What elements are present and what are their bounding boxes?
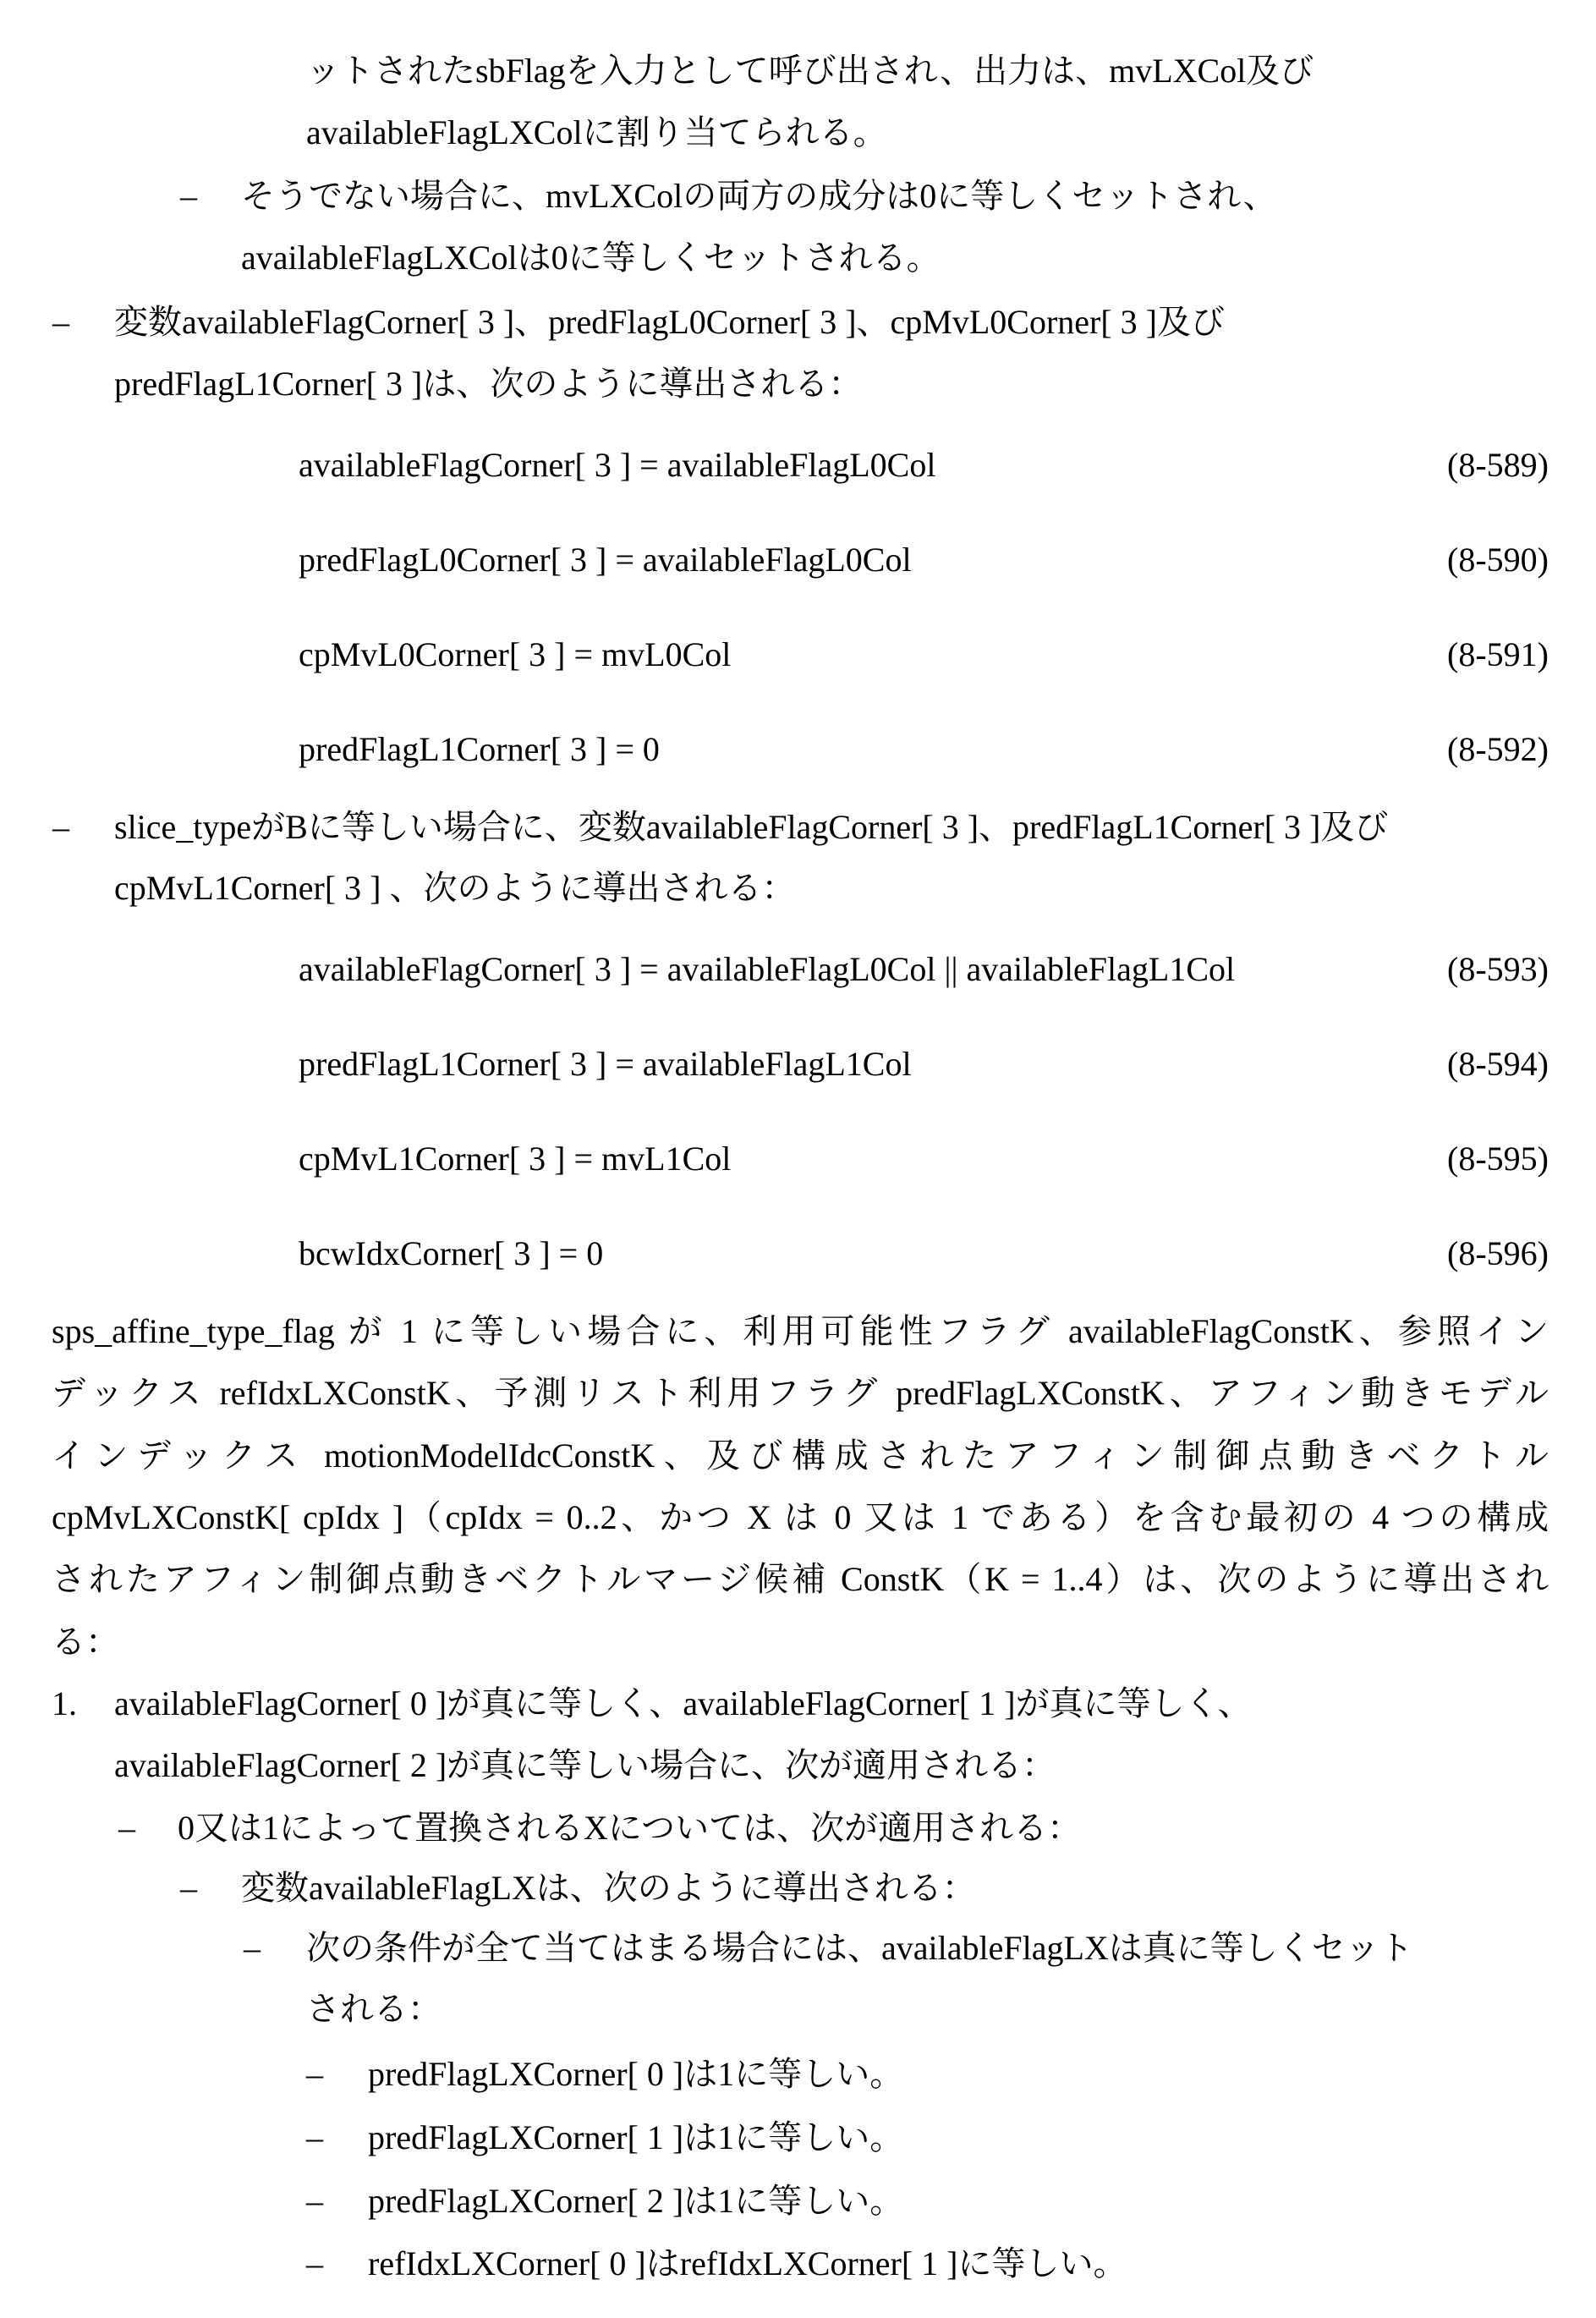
equation: availableFlagCorner[ 3 ] = availableFlagL0Col || availableFlagL1Col xyxy=(299,949,1235,990)
list-dash: – xyxy=(306,2054,323,2095)
equation-number: (8-596) xyxy=(1447,1233,1549,1274)
equation-number: (8-591) xyxy=(1447,634,1549,675)
text-line: そうでない場合に、mvLXColの両方の成分は0に等しくセットされ、 xyxy=(241,176,1277,217)
equation: bcwIdxCorner[ 3 ] = 0 xyxy=(299,1233,603,1274)
equation-number: (8-595) xyxy=(1447,1139,1549,1179)
text-line: slice_typeがBに等しい場合に、変数availableFlagCorner[ 3 ]、predFlagL1Corner[ 3 ]及び xyxy=(114,807,1388,848)
list-dash: – xyxy=(244,1928,261,1969)
paragraph-line: cpMvLXConstK[ cpIdx ]（cpIdx = 0..2、かつ X は 0 又は 1 である）を含む最初の 4 つの構成 xyxy=(52,1497,1549,1538)
equation-number: (8-593) xyxy=(1447,949,1549,990)
paragraph-line: インデックス motionModelIdcConstK、及び構成されたアフィン制御点動きベクトル xyxy=(52,1436,1549,1476)
equation: predFlagL1Corner[ 3 ] = 0 xyxy=(299,729,660,770)
paragraph-line: sps_affine_type_flag が 1 に等しい場合に、利用可能性フラグ availableFlagConstK、参照イン xyxy=(52,1311,1549,1352)
list-dash: – xyxy=(180,176,197,217)
text-line: 次の条件が全て当てはまる場合には、availableFlagLXは真に等しくセット xyxy=(306,1928,1413,1969)
paragraph-line: る： xyxy=(52,1622,119,1662)
equation: predFlagL0Corner[ 3 ] = availableFlagL0Col xyxy=(299,540,912,580)
list-dash: – xyxy=(52,807,69,848)
equation: cpMvL0Corner[ 3 ] = mvL0Col xyxy=(299,634,731,675)
list-dash: – xyxy=(306,2181,323,2222)
text-line: 変数availableFlagCorner[ 3 ]、predFlagL0Corner[ 3 ]、cpMvL0Corner[ 3 ]及び xyxy=(114,302,1225,343)
text-line: availableFlagLXColに割り当てられる。 xyxy=(306,113,887,153)
list-dash: – xyxy=(52,302,69,343)
text-line: availableFlagLXColは0に等しくセットされる。 xyxy=(241,238,941,278)
text-line: 変数availableFlagLXは、次のように導出される： xyxy=(241,1868,976,1909)
text-line: predFlagL1Corner[ 3 ]は、次のように導出される： xyxy=(114,364,862,404)
text-line: ットされたsbFlagを入力として呼び出され、出力は、mvLXCol及び xyxy=(306,51,1314,91)
list-dash: – xyxy=(306,2118,323,2158)
list-dash: – xyxy=(118,1808,135,1848)
equation-number: (8-592) xyxy=(1447,729,1549,770)
equation-number: (8-590) xyxy=(1447,540,1549,580)
text-line: cpMvL1Corner[ 3 ] 、次のように導出される： xyxy=(114,868,795,909)
text-line: 0又は1によって置換されるXについては、次が適用される： xyxy=(178,1808,1081,1848)
text-line: refIdxLXCorner[ 0 ]はrefIdxLXCorner[ 1 ]に等しい。 xyxy=(368,2244,1127,2284)
list-number: 1. xyxy=(52,1684,77,1724)
text-line: predFlagLXCorner[ 1 ]は1に等しい。 xyxy=(368,2118,903,2158)
equation: availableFlagCorner[ 3 ] = availableFlagL0Col xyxy=(299,445,935,486)
equation: predFlagL1Corner[ 3 ] = availableFlagL1Col xyxy=(299,1044,912,1085)
equation: cpMvL1Corner[ 3 ] = mvL1Col xyxy=(299,1139,731,1179)
equation-number: (8-589) xyxy=(1447,445,1549,486)
equation-number: (8-594) xyxy=(1447,1044,1549,1085)
paragraph-line: デックス refIdxLXConstK、予測リスト利用フラグ predFlagLXConstK、アフィン動きモデル xyxy=(52,1373,1549,1414)
list-dash: – xyxy=(306,2244,323,2284)
text-line: predFlagLXCorner[ 2 ]は1に等しい。 xyxy=(368,2181,903,2222)
list-dash: – xyxy=(180,1868,197,1909)
text-line: availableFlagCorner[ 2 ]が真に等しい場合に、次が適用される： xyxy=(114,1745,1056,1786)
paragraph-line: されたアフィン制御点動きベクトルマージ候補 ConstK（K = 1..4）は、次のように導出され xyxy=(52,1559,1549,1600)
text-line: される： xyxy=(306,1989,442,2030)
text-line: availableFlagCorner[ 0 ]が真に等しく、availableFlagCorner[ 1 ]が真に等しく、 xyxy=(114,1684,1252,1724)
text-line: predFlagLXCorner[ 0 ]は1に等しい。 xyxy=(368,2054,903,2095)
